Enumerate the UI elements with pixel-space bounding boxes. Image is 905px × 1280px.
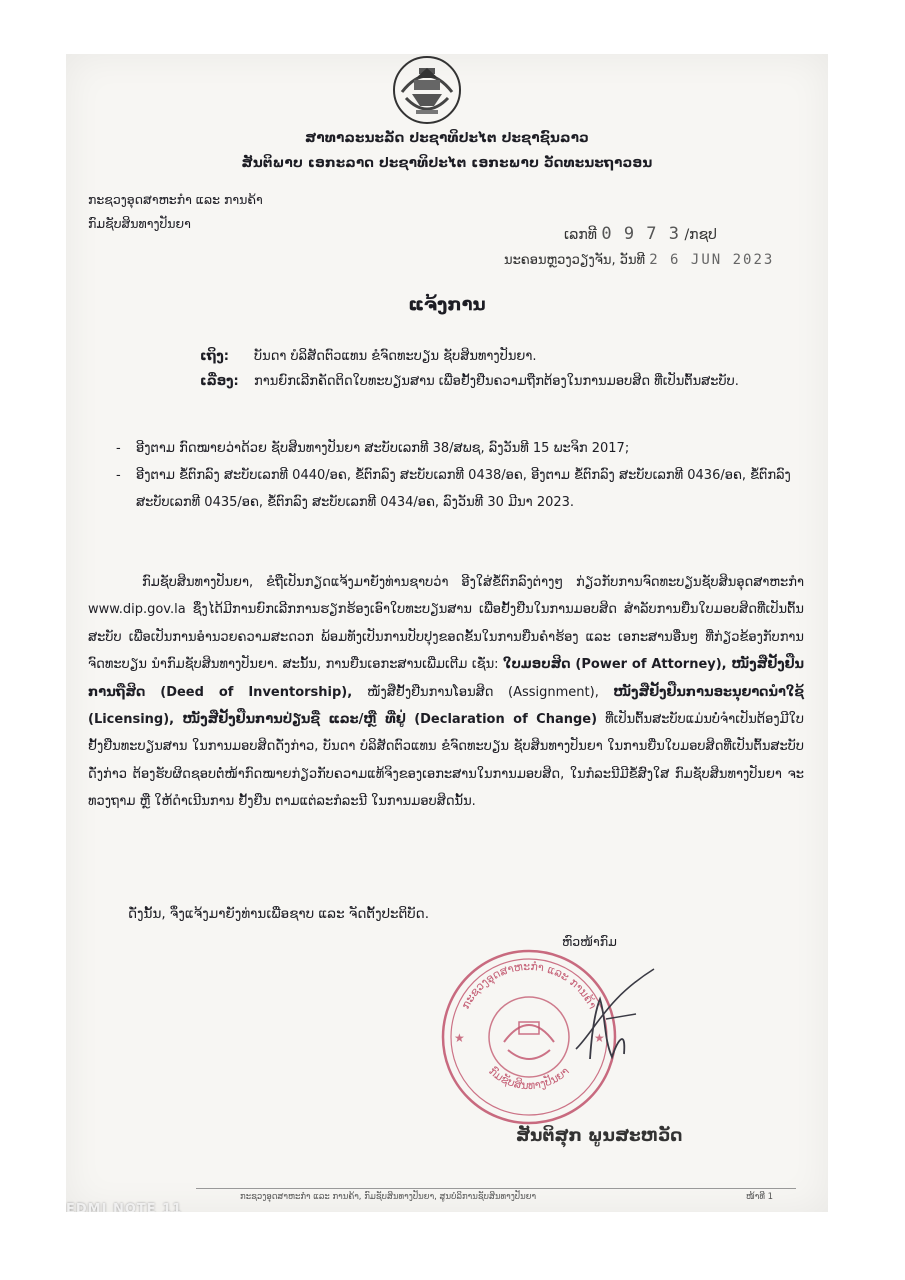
national-motto: ສັນຕິພາບ ເອກະລາດ ປະຊາທິປະໄຕ ເອກະພາບ ວັດທະນະຖາວອນ <box>241 155 653 171</box>
body-text-2: ທີ່ເປັນຕົ້ນສະບັບແມ່ນບໍ່ຈຳເປັນຕ້ອງມີໃບຢັ້ງຢືນທະບຽນສານ ໃນການມອບສິດດັ່ງກ່າວ, ບັນດາ ບໍລິສັດຕົວແທນ ຂໍຈົດທະບຽນ ຊັບສິນທາງປັນຍາ ໃນການຍື່ນໃບມອບສິດທີ່ເປັນຕົ້ນສະບັບດັ່ງກ່າວ ຕ້ອງຮັບຜິດຊອບຕໍ່ໜ້າກົດໝາຍກ່ຽວກັບຄວາມແທ້ຈິງຂອງເອກະສານໃນການມອບສິດ, ໃນກໍລະນີມີຂໍ້ສົງໃສ ກົມຊັບສິນທາງປັນຍາ ຈະທວງຖາມ ຫຼື ໃຫ້ດຳເນີນການ ຢັ້ງຢືນ ຕາມແຕ່ລະກໍລະນີ ໃນການມອບສິດນັ້ນ. <box>88 712 804 810</box>
svg-text:★: ★ <box>594 1031 605 1045</box>
svg-text:ກົມຊັບສິນທາງປັນຍາ <box>486 1065 572 1093</box>
body-text-1: ກົມຊັບສິນທາງປັນຍາ, ຂໍຖືເປັນກຽດແຈ້ງມາຍັງທ່ານຊາບວ່າ ອີງໃສ່ຂໍ້ຕົກລົງຕ່າງໆ ກ່ຽວກັບການຈົດທະບຽນຊັບສິນອຸດສາຫະກຳ www.dip.gov.la ຊຶ່ງໄດ້ມີການຍົກເລີກການຮຽກຮ້ອງເອົາໃບທະບຽນສານ ເພື່ອຢັ້ງຢືນໃນການມອບສິດ ສຳລັບການຍື່ນໃບມອບສິດທີ່ເປັນຕົ້ນສະບັບ ເພື່ອເປັນການອຳນວຍຄວາມສະດວກ ພ້ອມທັງເປັນການປັບປຸງຂອດຂັ້ນໃນການຍື່ນຄຳຮ້ອງ ແລະ ເອກະສານອື່ນໆ ທີ່ກ່ຽວຂ້ອງກັບການຈົດທະບຽນ ນຳກົມຊັບສິນທາງປັນຍາ. ສະນັ້ນ, ການຍື່ນເອກະສານເພີ່ມເຕີມ ເຊັ່ນ: <box>88 575 804 673</box>
list-item: - ອີງຕາມ ຂໍ້ຕົກລົງ ສະບັບເລກທີ 0440/ອຄ, ຂໍ້ຕົກລົງ ສະບັບເລກທີ 0438/ອຄ, ອີງຕາມ ຂໍ້ຕົກລົງ ສະບັບເລກທີ 0436/ອຄ, ຂໍ້ຕົກລົງ ສະບັບເລກທີ 0435/ອຄ, ຂໍ້ຕົກລົງ ສະບັບເລກທີ 0434/ອຄ, ລົງວັນທີ 30 ມີນາ 2023. <box>116 462 796 516</box>
body-text-assignment: ໜັງສືຢັ້ງຢືນການໂອນສິດ (Assignment), <box>367 684 614 700</box>
reference-stamp: 0 9 7 3 <box>601 224 681 244</box>
seal-text-top: ກະຊວງອຸດສາຫະກຳ ແລະ ການຄ້າ <box>458 959 600 1012</box>
legal-references <box>116 435 796 516</box>
svg-text:★: ★ <box>454 1031 465 1045</box>
body-bold-1: ໃບມອບສິດ (Power of Attorney), ໜັງສືຢັ້ງຢືນການຖືສິດ (Deed of Inventorship), <box>88 657 804 700</box>
date-stamp: 2 6 JUN 2023 <box>649 252 775 268</box>
list-item: - ອີງຕາມ ກົດໝາຍວ່າດ້ວຍ ຊັບສິນທາງປັນຍາ ສະບັບເລກທີ 38/ສພຊ, ລົງວັນທີ 15 ພະຈິກ 2017; <box>116 435 796 462</box>
camera-watermark: EDMI NOTE 11 <box>66 1202 183 1212</box>
department-name: ກົມຊັບສິນທາງປັນຍາ <box>88 216 191 231</box>
national-emblem-icon <box>392 54 462 126</box>
footer-divider <box>196 1188 796 1189</box>
addressee-label: ເຖິງ: <box>200 349 230 364</box>
date-label: ນະຄອນຫຼວງວຽງຈັນ, ວັນທີ <box>504 253 646 268</box>
reference-number <box>564 224 717 244</box>
seal-text-bottom: ກົມຊັບສິນທາງປັນຍາ <box>486 1064 572 1093</box>
subject-label: ເລື່ອງ: <box>200 374 239 389</box>
addressee <box>200 343 800 370</box>
signer-position: ຫົວໜ້າກົມ <box>562 934 617 949</box>
document-title: ແຈ້ງການ <box>408 294 486 315</box>
footer-text: ກະຊວງອຸດສາຫະກຳ ແລະ ການຄ້າ, ກົມຊັບສິນທາງປັນຍາ, ສູນບໍລິການຊັບສິນທາງປັນຍາ <box>240 1192 537 1202</box>
republic-name: ສາທາລະນະລັດ ປະຊາທິປະໄຕ ປະຊາຊົນລາວ <box>305 130 589 146</box>
reference-label: ເລກທີ <box>564 227 597 243</box>
body-paragraph <box>88 569 804 816</box>
body-bold-2: ໜັງສືຢັ້ງຢືນການອະນຸຍາດນຳໃຊ້ (Licensing), ໜັງສືຢັ້ງຢືນການປ່ຽນຊື່ ແລະ/ຫຼື ທີ່ຢູ່ (Declaration of Change) <box>88 684 804 728</box>
reference-suffix: /ກຊປ <box>684 227 717 243</box>
reference-text: ອີງຕາມ ຂໍ້ຕົກລົງ ສະບັບເລກທີ 0440/ອຄ, ຂໍ້ຕົກລົງ ສະບັບເລກທີ 0438/ອຄ, ອີງຕາມ ຂໍ້ຕົກລົງ ສະບັບເລກທີ 0436/ອຄ, ຂໍ້ຕົກລົງ ສະບັບເລກທີ 0435/ອຄ, ຂໍ້ຕົກລົງ ສະບັບເລກທີ 0434/ອຄ, ລົງວັນທີ 30 ມີນາ 2023. <box>136 468 791 510</box>
date-line <box>504 252 774 268</box>
subject <box>200 368 800 395</box>
closing-line: ດັ່ງນັ້ນ, ຈຶ່ງແຈ້ງມາຍັງທ່ານເພື່ອຊາບ ແລະ ຈັດຕັ້ງປະຕິບັດ. <box>128 906 429 922</box>
reference-text: ອີງຕາມ ກົດໝາຍວ່າດ້ວຍ ຊັບສິນທາງປັນຍາ ສະບັບເລກທີ 38/ສພຊ, ລົງວັນທີ 15 ພະຈິກ 2017; <box>136 441 630 456</box>
ministry-name: ກະຊວງອຸດສາຫະກຳ ແລະ ການຄ້າ <box>88 192 263 207</box>
addressee-text: ບັນດາ ບໍລິສັດຕົວແທນ ຂໍຈົດທະບຽນ ຊັບສິນທາງປັນຍາ. <box>254 349 537 364</box>
handwritten-signature-icon <box>566 959 656 1069</box>
document-page <box>66 54 828 1212</box>
footer-page-number: ໜ້າທີ 1 <box>746 1192 774 1202</box>
subject-text: ການຍົກເລີກຄັດຕິດໃບທະບຽນສານ ເພື່ອຢັ້ງຢືນຄວາມຖືກຕ້ອງໃນການມອບສິດ ທີ່ເປັນຕົ້ນສະບັບ. <box>254 374 739 389</box>
signer-name: ສັນຕິສຸກ ພູນສະຫວັດ <box>516 1126 683 1146</box>
